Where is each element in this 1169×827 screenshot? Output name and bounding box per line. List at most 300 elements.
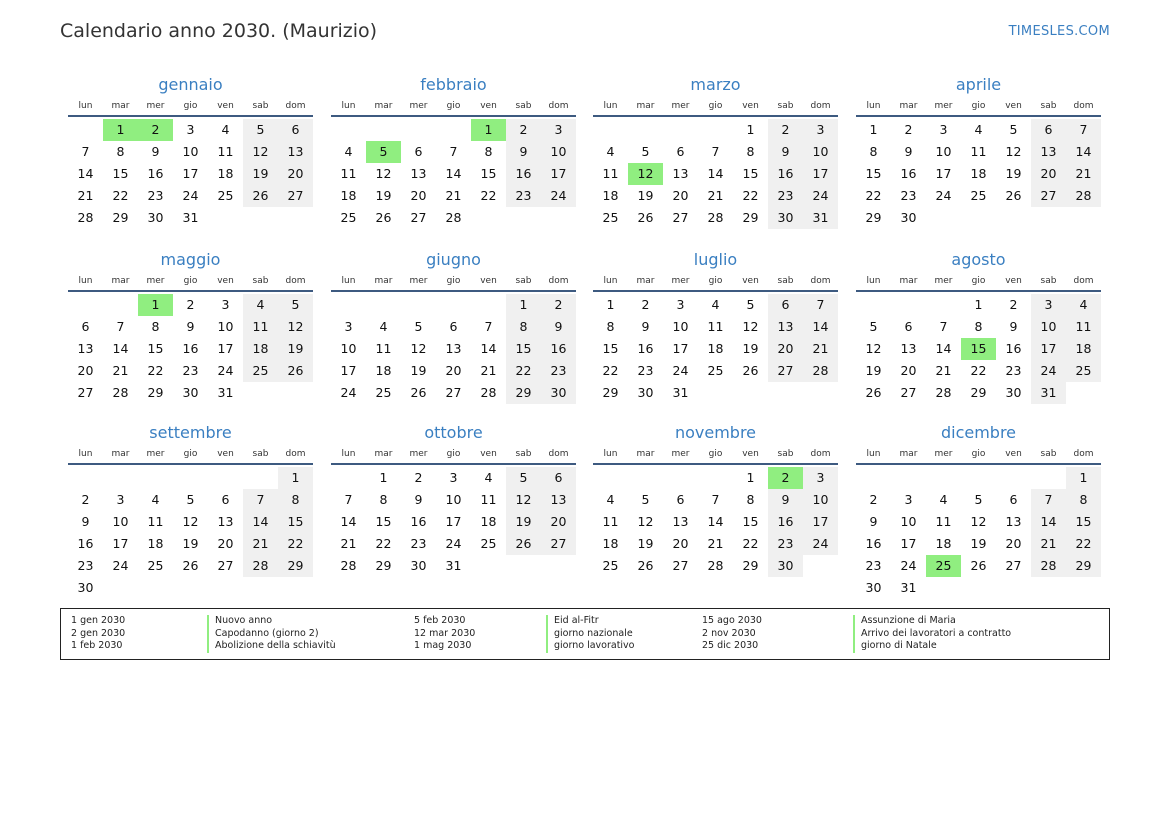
day-cell: 17: [672, 341, 689, 356]
day-cell: 4: [939, 492, 948, 507]
empty-cell: [243, 467, 278, 489]
day-cell: 31: [1031, 382, 1066, 404]
weekday-label: mer: [409, 276, 428, 286]
weekday-label: ven: [1005, 276, 1022, 286]
day-cell: 14: [445, 166, 462, 181]
weekday-label: lun: [603, 276, 618, 286]
day-cell: 4: [221, 122, 230, 137]
empty-cell: [698, 119, 733, 141]
month-giugno: [331, 248, 576, 404]
day-cell: 2: [541, 294, 576, 316]
day-cell: 2: [186, 297, 195, 312]
day-cell: 13: [900, 341, 917, 356]
holiday-date: 2 nov 2030: [702, 627, 756, 639]
holiday-date-column: [702, 615, 762, 653]
day-cell: 25: [147, 558, 164, 573]
day-cell: 11: [340, 166, 357, 181]
day-cell: 25: [375, 385, 392, 400]
day-cell: 16: [541, 338, 576, 360]
day-cell: 4: [379, 319, 388, 334]
holiday-date-column: [414, 615, 475, 653]
day-cell: 7: [243, 489, 278, 511]
day-grid: [593, 467, 838, 577]
weekday-label: lun: [603, 449, 618, 459]
day-cell: 8: [1066, 489, 1101, 511]
day-cell: 16: [182, 341, 199, 356]
day-cell: 20: [410, 188, 427, 203]
weekday-header: [331, 272, 576, 292]
weekday-label: mar: [374, 101, 393, 111]
empty-cell: [138, 467, 173, 489]
day-cell: 20: [1005, 536, 1022, 551]
day-cell: 26: [182, 558, 199, 573]
day-grid: [68, 119, 313, 229]
weekday-label: mar: [111, 276, 130, 286]
day-cell: 21: [707, 536, 724, 551]
weekday-label: mer: [934, 101, 953, 111]
month-name: gennaio: [158, 75, 223, 94]
empty-cell: [926, 294, 961, 316]
day-cell: 5: [186, 492, 195, 507]
day-cell: 17: [803, 163, 838, 185]
weekday-label: gio: [183, 449, 198, 459]
month-name: luglio: [693, 250, 738, 269]
empty-cell: [593, 119, 628, 141]
day-cell: 3: [344, 319, 353, 334]
weekday-label: gio: [708, 276, 723, 286]
holiday-day-cell: 2: [768, 467, 803, 489]
day-cell: 9: [869, 514, 878, 529]
day-cell: 23: [768, 533, 803, 555]
day-cell: 16: [637, 341, 654, 356]
day-cell: 16: [768, 511, 803, 533]
day-cell: 10: [217, 319, 234, 334]
holiday-day-cell: 5: [366, 141, 401, 163]
day-cell: 22: [278, 533, 313, 555]
weekday-label: mar: [636, 101, 655, 111]
weekday-label: ven: [217, 449, 234, 459]
day-cell: 30: [410, 558, 427, 573]
weekday-label: sab: [1040, 276, 1057, 286]
day-cell: 17: [541, 163, 576, 185]
weekday-label: mar: [111, 101, 130, 111]
day-cell: 14: [77, 166, 94, 181]
day-cell: 4: [711, 297, 720, 312]
day-cell: 8: [506, 316, 541, 338]
day-cell: 29: [865, 210, 882, 225]
day-cell: 29: [112, 210, 129, 225]
day-cell: 11: [217, 144, 234, 159]
holiday-day-cell: 1: [103, 119, 138, 141]
weekday-label: lun: [603, 101, 618, 111]
day-cell: 16: [410, 514, 427, 529]
day-cell: 26: [970, 558, 987, 573]
empty-cell: [68, 119, 103, 141]
day-cell: 22: [742, 536, 759, 551]
day-cell: 7: [711, 492, 720, 507]
day-cell: 28: [77, 210, 94, 225]
day-cell: 25: [243, 360, 278, 382]
empty-cell: [366, 119, 401, 141]
empty-cell: [401, 119, 436, 141]
weekday-label: sab: [252, 276, 269, 286]
day-cell: 18: [602, 188, 619, 203]
day-cell: 30: [768, 207, 803, 229]
day-cell: 25: [217, 188, 234, 203]
day-cell: 9: [151, 144, 160, 159]
day-cell: 26: [278, 360, 313, 382]
day-cell: 13: [672, 514, 689, 529]
day-cell: 26: [637, 210, 654, 225]
day-cell: 15: [865, 166, 882, 181]
day-cell: 4: [606, 492, 615, 507]
day-cell: 22: [970, 363, 987, 378]
day-cell: 7: [449, 144, 458, 159]
holiday-date: 5 feb 2030: [414, 615, 466, 626]
site-link[interactable]: TIMESLES.COM: [1008, 24, 1110, 39]
day-cell: 26: [243, 185, 278, 207]
day-cell: 29: [506, 382, 541, 404]
day-cell: 30: [182, 385, 199, 400]
day-cell: 8: [379, 492, 388, 507]
day-cell: 5: [869, 319, 878, 334]
day-cell: 25: [707, 363, 724, 378]
holiday-date: 1 feb 2030: [71, 640, 123, 651]
day-cell: 3: [803, 119, 838, 141]
weekday-label: lun: [866, 449, 881, 459]
weekday-label: sab: [515, 276, 532, 286]
day-cell: 13: [672, 166, 689, 181]
empty-cell: [961, 467, 996, 489]
weekday-label: lun: [341, 101, 356, 111]
month-settembre: [68, 421, 313, 599]
holiday-day-cell: 1: [138, 294, 173, 316]
empty-cell: [103, 467, 138, 489]
day-cell: 3: [676, 297, 685, 312]
day-cell: 23: [77, 558, 94, 573]
weekday-header: [856, 97, 1101, 117]
day-cell: 29: [742, 210, 759, 225]
month-name: ottobre: [424, 423, 483, 442]
day-cell: 6: [278, 119, 313, 141]
weekday-header: [68, 97, 313, 117]
day-cell: 13: [445, 341, 462, 356]
weekday-label: dom: [285, 449, 306, 459]
day-cell: 19: [970, 536, 987, 551]
holiday-name: Capodanno (giorno 2): [207, 628, 336, 641]
day-cell: 20: [217, 536, 234, 551]
day-cell: 12: [742, 319, 759, 334]
day-cell: 21: [77, 188, 94, 203]
day-cell: 9: [1009, 319, 1018, 334]
weekday-label: mer: [409, 101, 428, 111]
weekday-label: sab: [252, 449, 269, 459]
day-cell: 11: [602, 166, 619, 181]
day-cell: 8: [746, 492, 755, 507]
day-cell: 19: [1005, 166, 1022, 181]
empty-cell: [856, 467, 891, 489]
day-cell: 7: [344, 492, 353, 507]
day-cell: 16: [506, 163, 541, 185]
day-cell: 21: [707, 188, 724, 203]
weekday-label: gio: [446, 101, 461, 111]
day-cell: 5: [641, 144, 650, 159]
day-cell: 6: [1009, 492, 1018, 507]
day-cell: 28: [935, 385, 952, 400]
day-cell: 26: [410, 385, 427, 400]
day-cell: 25: [480, 536, 497, 551]
day-cell: 11: [243, 316, 278, 338]
weekday-label: mar: [899, 449, 918, 459]
day-cell: 15: [375, 514, 392, 529]
day-cell: 27: [278, 185, 313, 207]
day-cell: 3: [904, 492, 913, 507]
day-cell: 12: [410, 341, 427, 356]
weekday-label: mer: [671, 101, 690, 111]
day-cell: 11: [935, 514, 952, 529]
day-cell: 19: [182, 536, 199, 551]
weekday-label: mar: [636, 449, 655, 459]
weekday-header: [331, 97, 576, 117]
weekday-label: mer: [671, 449, 690, 459]
day-cell: 24: [340, 385, 357, 400]
day-cell: 28: [445, 210, 462, 225]
day-cell: 2: [641, 297, 650, 312]
day-cell: 3: [186, 122, 195, 137]
holiday-name: Nuovo anno: [207, 615, 336, 628]
day-cell: 17: [1031, 338, 1066, 360]
day-cell: 5: [641, 492, 650, 507]
day-cell: 11: [375, 341, 392, 356]
day-cell: 30: [541, 382, 576, 404]
empty-cell: [593, 467, 628, 489]
day-cell: 19: [865, 363, 882, 378]
day-cell: 26: [1005, 188, 1022, 203]
day-cell: 22: [602, 363, 619, 378]
weekday-label: ven: [1005, 449, 1022, 459]
day-cell: 22: [865, 188, 882, 203]
day-grid: [68, 294, 313, 404]
day-cell: 15: [506, 338, 541, 360]
holiday-day-cell: 1: [471, 119, 506, 141]
day-grid: [593, 294, 838, 404]
day-cell: 1: [379, 470, 388, 485]
day-cell: 7: [1031, 489, 1066, 511]
weekday-label: lun: [78, 276, 93, 286]
day-cell: 4: [974, 122, 983, 137]
day-cell: 18: [1066, 338, 1101, 360]
weekday-label: dom: [285, 101, 306, 111]
weekday-label: mer: [146, 101, 165, 111]
day-cell: 30: [865, 580, 882, 595]
day-cell: 9: [768, 489, 803, 511]
day-cell: 12: [865, 341, 882, 356]
day-cell: 22: [506, 360, 541, 382]
empty-cell: [663, 119, 698, 141]
day-cell: 17: [217, 341, 234, 356]
empty-cell: [173, 467, 208, 489]
day-cell: 25: [1066, 360, 1101, 382]
holiday-date: 2 gen 2030: [71, 627, 126, 639]
day-cell: 31: [217, 385, 234, 400]
day-cell: 1: [869, 122, 878, 137]
empty-cell: [68, 467, 103, 489]
day-cell: 10: [1031, 316, 1066, 338]
day-cell: 30: [147, 210, 164, 225]
weekday-header: [593, 272, 838, 292]
day-cell: 6: [676, 144, 685, 159]
day-cell: 15: [742, 166, 759, 181]
day-cell: 5: [974, 492, 983, 507]
day-cell: 8: [746, 144, 755, 159]
day-cell: 30: [1005, 385, 1022, 400]
weekday-header: [593, 97, 838, 117]
day-cell: 19: [742, 341, 759, 356]
day-cell: 19: [637, 536, 654, 551]
day-cell: 15: [1066, 511, 1101, 533]
day-cell: 20: [672, 188, 689, 203]
empty-cell: [208, 467, 243, 489]
month-name: agosto: [951, 250, 1006, 269]
day-cell: 15: [742, 514, 759, 529]
day-cell: 24: [541, 185, 576, 207]
weekday-label: ven: [742, 276, 759, 286]
day-cell: 28: [1066, 185, 1101, 207]
day-cell: 14: [707, 514, 724, 529]
day-cell: 24: [112, 558, 129, 573]
day-cell: 7: [711, 144, 720, 159]
weekday-label: gio: [446, 276, 461, 286]
day-cell: 25: [602, 558, 619, 573]
day-cell: 6: [81, 319, 90, 334]
day-cell: 24: [182, 188, 199, 203]
day-cell: 12: [637, 514, 654, 529]
weekday-label: mer: [934, 276, 953, 286]
day-cell: 12: [375, 166, 392, 181]
weekday-label: dom: [548, 449, 569, 459]
day-cell: 6: [904, 319, 913, 334]
day-cell: 23: [506, 185, 541, 207]
day-cell: 26: [865, 385, 882, 400]
day-cell: 2: [768, 119, 803, 141]
holiday-date-column: [71, 615, 125, 653]
day-cell: 16: [768, 163, 803, 185]
day-cell: 25: [602, 210, 619, 225]
day-cell: 29: [278, 555, 313, 577]
weekday-label: gio: [183, 276, 198, 286]
day-cell: 1: [1066, 467, 1101, 489]
weekday-label: gio: [446, 449, 461, 459]
month-gennaio: [68, 73, 313, 229]
day-cell: 4: [151, 492, 160, 507]
day-cell: 4: [606, 144, 615, 159]
day-cell: 1: [506, 294, 541, 316]
weekday-label: ven: [1005, 101, 1022, 111]
day-cell: 20: [1031, 163, 1066, 185]
day-cell: 5: [243, 119, 278, 141]
day-cell: 27: [445, 385, 462, 400]
day-cell: 13: [217, 514, 234, 529]
day-cell: 21: [445, 188, 462, 203]
day-grid: [68, 467, 313, 599]
weekday-label: sab: [1040, 101, 1057, 111]
day-cell: 22: [112, 188, 129, 203]
day-cell: 6: [221, 492, 230, 507]
day-cell: 17: [935, 166, 952, 181]
day-cell: 5: [278, 294, 313, 316]
day-cell: 7: [803, 294, 838, 316]
day-grid: [331, 467, 576, 577]
day-cell: 14: [480, 341, 497, 356]
day-cell: 17: [803, 511, 838, 533]
day-cell: 24: [803, 185, 838, 207]
weekday-label: mar: [899, 101, 918, 111]
day-cell: 7: [1066, 119, 1101, 141]
day-cell: 28: [707, 210, 724, 225]
holiday-name: giorno nazionale: [546, 628, 635, 641]
empty-cell: [663, 467, 698, 489]
day-cell: 2: [904, 122, 913, 137]
day-cell: 5: [506, 467, 541, 489]
weekday-label: gio: [183, 101, 198, 111]
day-grid: [856, 119, 1101, 229]
month-name: aprile: [955, 75, 1002, 94]
month-name: giugno: [426, 250, 481, 269]
weekday-label: ven: [480, 101, 497, 111]
weekday-label: gio: [971, 449, 986, 459]
weekday-label: lun: [341, 449, 356, 459]
weekday-label: ven: [742, 449, 759, 459]
day-cell: 22: [375, 536, 392, 551]
weekday-label: ven: [217, 276, 234, 286]
day-cell: 16: [900, 166, 917, 181]
month-aprile: [856, 73, 1101, 229]
empty-cell: [926, 467, 961, 489]
day-cell: 10: [182, 144, 199, 159]
empty-cell: [331, 119, 366, 141]
day-cell: 11: [707, 319, 724, 334]
day-cell: 21: [1066, 163, 1101, 185]
weekday-label: dom: [810, 101, 831, 111]
day-cell: 10: [803, 489, 838, 511]
day-cell: 9: [186, 319, 195, 334]
weekday-label: lun: [866, 101, 881, 111]
holiday-day-cell: 12: [628, 163, 663, 185]
weekday-label: dom: [810, 276, 831, 286]
day-cell: 20: [900, 363, 917, 378]
day-cell: 19: [637, 188, 654, 203]
day-cell: 7: [484, 319, 493, 334]
day-cell: 21: [112, 363, 129, 378]
day-cell: 31: [803, 207, 838, 229]
day-cell: 15: [278, 511, 313, 533]
day-cell: 11: [147, 514, 164, 529]
weekday-label: dom: [810, 449, 831, 459]
day-cell: 9: [541, 316, 576, 338]
month-ottobre: [331, 421, 576, 577]
day-cell: 28: [707, 558, 724, 573]
holiday-name: Abolizione della schiavitù: [207, 640, 336, 653]
day-cell: 23: [768, 185, 803, 207]
day-cell: 11: [480, 492, 497, 507]
day-cell: 19: [243, 163, 278, 185]
weekday-label: sab: [252, 101, 269, 111]
weekday-label: ven: [480, 449, 497, 459]
day-cell: 17: [900, 536, 917, 551]
holiday-date: 12 mar 2030: [414, 627, 476, 639]
day-cell: 29: [970, 385, 987, 400]
weekday-label: gio: [708, 101, 723, 111]
